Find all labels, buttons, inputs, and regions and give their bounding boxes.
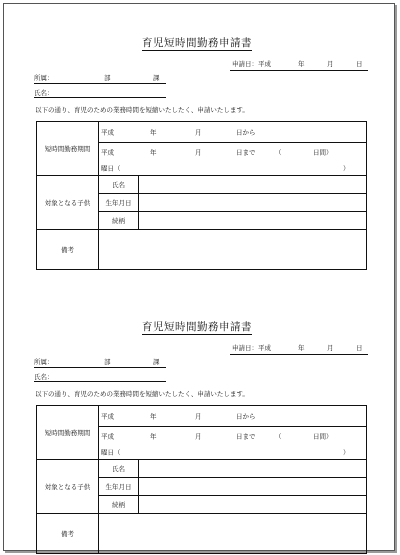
period-end-year: 年 (150, 148, 157, 157)
period-start-from: 日から (236, 412, 256, 421)
period-start-month: 月 (195, 128, 202, 137)
period-end-era: 平成 (101, 148, 114, 157)
period-days: 日間） (313, 148, 333, 157)
weekday-paren-close: ） (343, 448, 350, 457)
form-title: 育児短時間勤務申請書 (142, 37, 252, 49)
period-end-row (99, 143, 367, 162)
period-end-month: 月 (195, 432, 202, 441)
child-birthdate-label: 生年月日 (99, 478, 139, 496)
weekday-row (99, 446, 367, 460)
application-date-line (230, 342, 368, 355)
period-start-row (99, 406, 367, 427)
period-start-from: 日から (236, 128, 256, 137)
weekday-label: 曜日（ (101, 164, 121, 173)
application-date-month: 月 (327, 344, 334, 352)
child-relation-field[interactable] (139, 496, 367, 514)
application-date-year: 年 (298, 60, 305, 68)
remarks-label: 備考 (37, 514, 99, 554)
child-birthdate-field[interactable] (139, 478, 367, 496)
period-paren-open: （ (275, 432, 282, 441)
period-days: 日間） (313, 432, 333, 441)
period-start-year: 年 (150, 128, 157, 137)
period-start-month: 月 (195, 412, 202, 421)
application-date-line (230, 58, 368, 71)
intro-text: 以下の通り、育児のための業務時間を短縮いたしたく、申請いたします。 (35, 106, 249, 114)
application-table (36, 121, 367, 270)
weekday-label: 曜日（ (101, 448, 121, 457)
application-date-month: 月 (327, 60, 334, 68)
application-table (36, 405, 367, 554)
period-label: 短時間勤務期間 (37, 122, 99, 176)
period-label: 短時間勤務期間 (37, 406, 99, 460)
form-title: 育児短時間勤務申請書 (142, 321, 252, 333)
child-relation-label: 続柄 (99, 496, 139, 514)
name-line (34, 86, 166, 98)
child-birthdate-label: 生年月日 (99, 194, 139, 212)
child-name-label: 氏名 (99, 460, 139, 478)
period-start-era: 平成 (101, 412, 114, 421)
period-start-year: 年 (150, 412, 157, 421)
period-start-row (99, 122, 367, 143)
application-form-2 (4, 288, 394, 538)
intro-text: 以下の通り、育児のための業務時間を短縮いたしたく、申請いたします。 (35, 390, 249, 398)
child-label: 対象となる子供 (37, 176, 99, 230)
affiliation-line (34, 355, 166, 368)
affiliation-dept: 部 (104, 358, 111, 366)
affiliation-line (34, 71, 166, 84)
name-label: 氏名： (34, 373, 54, 381)
application-date-label: 申請日：平成 (232, 60, 271, 68)
application-date-day: 日 (356, 60, 363, 68)
child-label: 対象となる子供 (37, 460, 99, 514)
child-relation-field[interactable] (139, 212, 367, 230)
period-start-era: 平成 (101, 128, 114, 137)
period-end-era: 平成 (101, 432, 114, 441)
child-name-label: 氏名 (99, 176, 139, 194)
remarks-label: 備考 (37, 230, 99, 270)
application-date-day: 日 (356, 344, 363, 352)
document-page (3, 3, 395, 551)
affiliation-section: 課 (153, 358, 160, 366)
period-end-until: 日まで (236, 148, 256, 157)
weekday-paren-close: ） (343, 164, 350, 173)
child-name-field[interactable] (139, 176, 367, 194)
period-paren-open: （ (275, 148, 282, 157)
child-relation-label: 続柄 (99, 212, 139, 230)
name-line (34, 370, 166, 382)
period-end-row (99, 427, 367, 446)
remarks-field[interactable] (99, 230, 367, 270)
child-name-field[interactable] (139, 460, 367, 478)
period-end-month: 月 (195, 148, 202, 157)
child-birthdate-field[interactable] (139, 194, 367, 212)
application-date-label: 申請日：平成 (232, 344, 271, 352)
application-form-1 (4, 4, 394, 254)
affiliation-dept: 部 (104, 74, 111, 82)
affiliation-label: 所属： (34, 358, 54, 366)
period-end-year: 年 (150, 432, 157, 441)
name-label: 氏名： (34, 89, 54, 97)
application-date-year: 年 (298, 344, 305, 352)
period-end-until: 日まで (236, 432, 256, 441)
weekday-row (99, 162, 367, 176)
remarks-field[interactable] (99, 514, 367, 554)
affiliation-section: 課 (153, 74, 160, 82)
affiliation-label: 所属： (34, 74, 54, 82)
